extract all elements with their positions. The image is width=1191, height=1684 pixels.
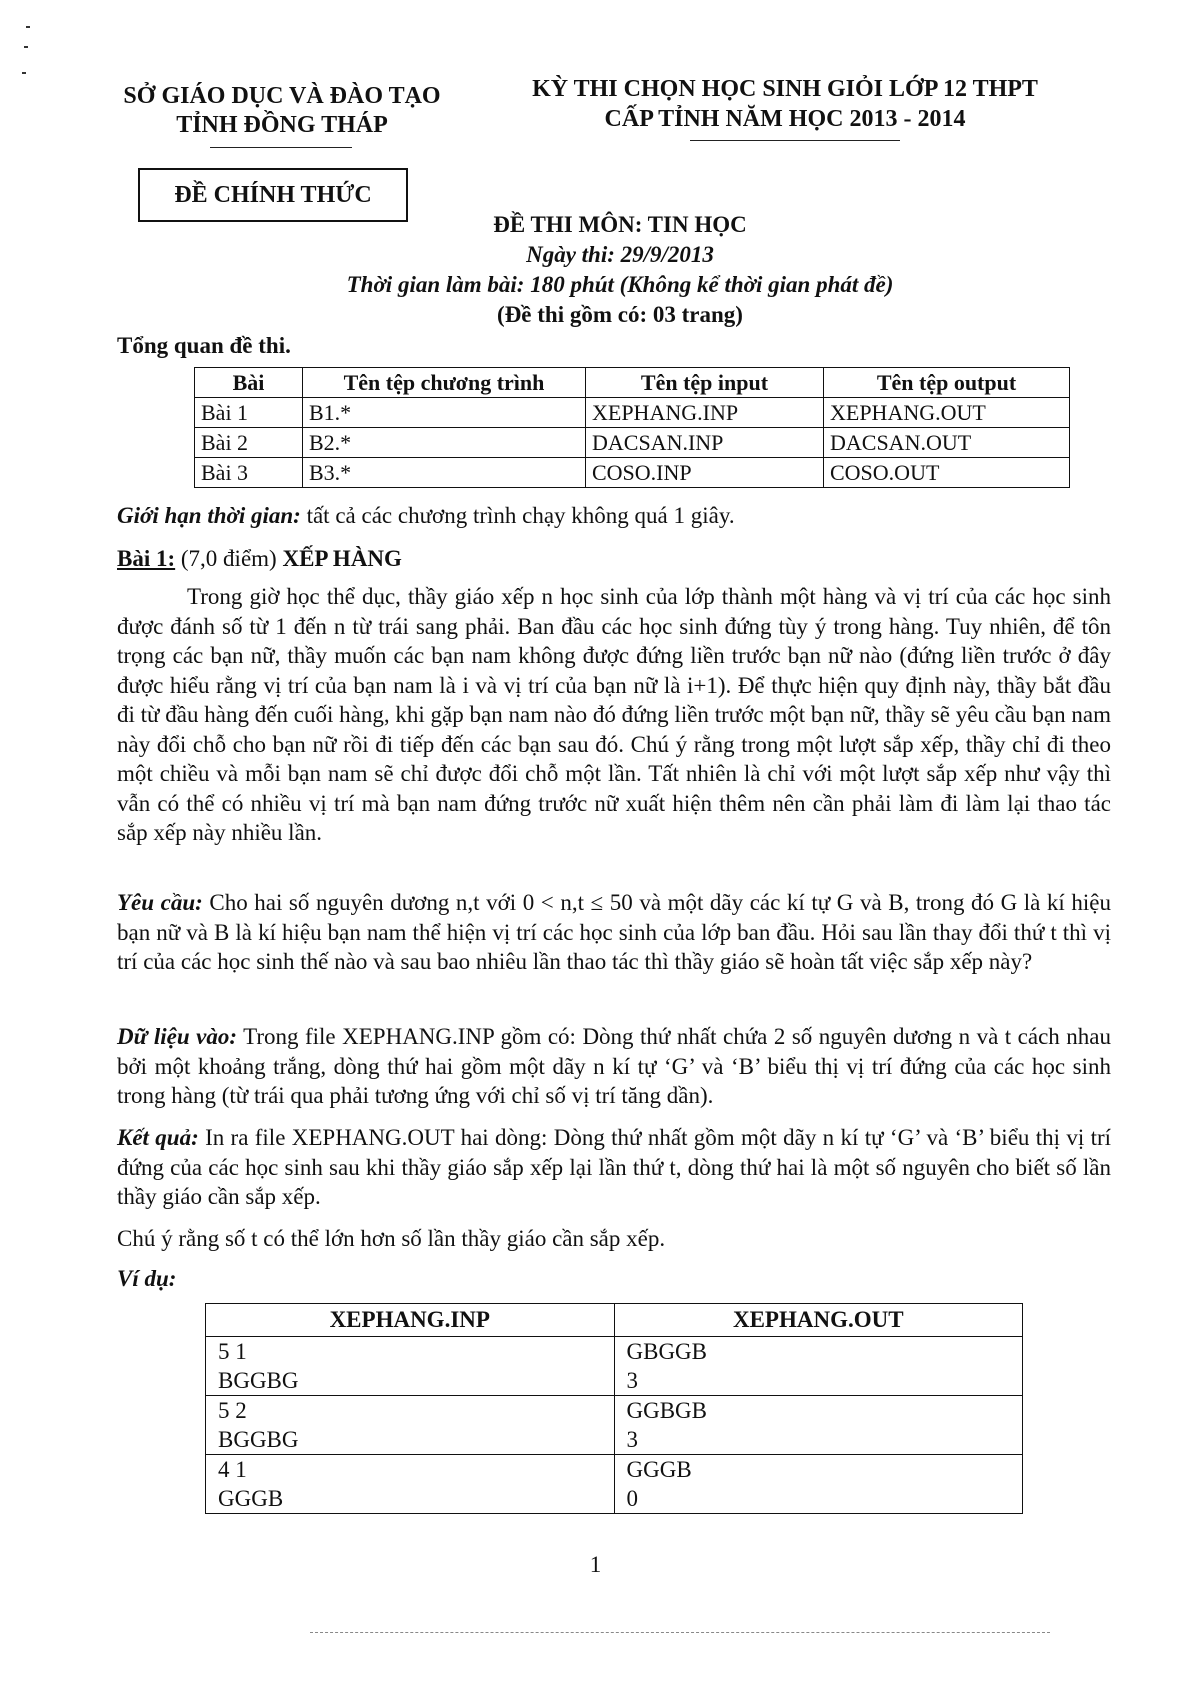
example-output-line: 3 xyxy=(626,1427,638,1452)
table-cell: DACSAN.OUT xyxy=(824,428,1070,458)
example-output-line: GGBGB xyxy=(626,1398,708,1423)
example-input-line: 5 1 xyxy=(218,1339,247,1364)
overview-table xyxy=(194,367,1070,488)
time-limit-text: tất cả các chương trình chạy không quá 1 giây. xyxy=(300,503,735,528)
example-output-cell xyxy=(614,1337,1023,1396)
problem1-output xyxy=(117,1123,1111,1212)
scan-mark xyxy=(24,46,28,48)
column-header: Tên tệp output xyxy=(824,368,1070,398)
example-input-line: 5 2 xyxy=(218,1398,247,1423)
official-exam-box: ĐỀ CHÍNH THỨC xyxy=(138,168,408,222)
column-header: Bài xyxy=(195,368,303,398)
department-name: SỞ GIÁO DỤC VÀ ĐÀO TẠO xyxy=(123,83,441,109)
example-input-line: BGGBG xyxy=(218,1427,299,1452)
example-output-cell xyxy=(614,1396,1023,1455)
page-number: 1 xyxy=(589,1552,602,1577)
table-cell: Bài 2 xyxy=(195,428,303,458)
table-cell: Bài 3 xyxy=(195,458,303,488)
time-limit xyxy=(117,501,1111,531)
example-input-line: BGGBG xyxy=(218,1368,299,1393)
output-label: Kết quả: xyxy=(117,1125,199,1150)
department-header xyxy=(96,82,468,140)
scan-mark xyxy=(22,72,26,74)
problem-number: Bài 1: xyxy=(117,546,176,571)
province-name: TỈNH ĐỒNG THÁP xyxy=(176,112,388,138)
footer-divider xyxy=(310,1632,1050,1633)
table-row xyxy=(195,428,1070,458)
exam-header xyxy=(505,74,1065,134)
example-output-line: GGGB xyxy=(626,1457,692,1482)
table-row xyxy=(206,1455,1023,1514)
overview-title: Tổng quan đề thi. xyxy=(117,333,291,358)
exam-subject: ĐỀ THI MÔN: TIN HỌC xyxy=(493,212,747,237)
example-output-cell xyxy=(614,1455,1023,1514)
output-text: In ra file XEPHANG.OUT hai dòng: Dòng thứ nhất gồm một dãy n kí tự ‘G’ và ‘B’ biểu thị vị trí đứng của các học sinh sau khi thầy giáo sắp xếp lại lần thứ t, dòng thứ hai là một số nguyên cho biết số lần thầy giáo cần sắp xếp. xyxy=(117,1125,1112,1209)
scan-mark xyxy=(26,26,30,28)
example-output-line: 3 xyxy=(626,1368,638,1393)
input-text: Trong file XEPHANG.INP gồm có: Dòng thứ nhất chứa 2 số nguyên dương n và t cách nhau bởi một khoảng trắng, dòng thứ hai gồm một dãy n kí tự ‘G’ và ‘B’ biểu thị vị trí đứng của các học sinh trong hàng (từ trái qua phải tương ứng với chỉ số vị trí tăng dần). xyxy=(117,1024,1111,1108)
exam-date: Ngày thi: 29/9/2013 xyxy=(526,242,714,267)
column-header: Tên tệp chương trình xyxy=(303,368,586,398)
table-cell: DACSAN.INP xyxy=(586,428,824,458)
table-header-row xyxy=(206,1304,1023,1337)
example-output-line: GBGGB xyxy=(626,1339,708,1364)
table-row xyxy=(206,1396,1023,1455)
table-cell: XEPHANG.OUT xyxy=(824,398,1070,428)
column-header: Tên tệp input xyxy=(586,368,824,398)
example-input-line: 4 1 xyxy=(218,1457,247,1482)
example-input-cell xyxy=(206,1455,615,1514)
department-underline xyxy=(210,147,352,148)
problem-title: XẾP HÀNG xyxy=(282,546,402,571)
example-input-cell xyxy=(206,1337,615,1396)
problem1-input xyxy=(117,1022,1111,1111)
table-cell: XEPHANG.INP xyxy=(586,398,824,428)
example-table xyxy=(205,1303,1023,1514)
column-header: XEPHANG.INP xyxy=(206,1304,615,1337)
exam-name: KỲ THI CHỌN HỌC SINH GIỎI LỚP 12 THPT xyxy=(532,76,1038,102)
problem1-note: Chú ý rằng số t có thể lớn hơn số lần thầy giáo cần sắp xếp. xyxy=(117,1226,666,1251)
exam-level: CẤP TỈNH NĂM HỌC 2013 - 2014 xyxy=(604,106,966,132)
exam-underline xyxy=(690,140,900,141)
time-limit-label: Giới hạn thời gian: xyxy=(117,503,301,528)
table-row xyxy=(195,458,1070,488)
example-label-line xyxy=(117,1264,1111,1294)
example-label: Ví dụ: xyxy=(117,1266,177,1291)
requirement-text: Cho hai số nguyên dương n,t với 0 < n,t ≤ 50 và một dãy các kí tự G và B, trong đó G là kí hiệu bạn nữ và B là kí hiệu bạn nam thể hiện vị trí các học sinh của lớp ban đầu. Hỏi sau lần thay đổi thứ t thì vị trí của các học sinh thế nào và sau bao nhiêu lần thao tác thì thầy giáo sẽ hoàn tất việc sắp xếp này? xyxy=(117,890,1111,974)
exam-duration: Thời gian làm bài: 180 phút (Không kể thời gian phát đề) xyxy=(346,272,894,297)
example-input-cell xyxy=(206,1396,615,1455)
problem1-requirement xyxy=(117,888,1111,977)
problem1-description: Trong giờ học thể dục, thầy giáo xếp n học sinh của lớp thành một hàng và vị trí của các học sinh được đánh số từ 1 đến n từ trái sang phải. Ban đầu các học sinh đứng tùy ý trong hàng. Tuy nhiên, để tôn trọng các bạn nữ, thầy muốn các bạn nam không được đứng liền trước bạn nữ nào (đứng liền trước ở đây được hiểu rằng vị trí của bạn nam là i và vị trí của bạn nữ là i+1). Để thực hiện quy định này, thầy bắt đầu đi từ đầu hàng đến cuối hàng, khi gặp bạn nam nào đó đứng liền trước một bạn nữ, thầy sẽ yêu cầu bạn nam này đổi chỗ cho bạn nữ rồi đi tiếp đến các bạn sau đó. Chú ý rằng trong một lượt sắp xếp, thầy chỉ đi theo một chiều và mỗi bạn nam sẽ chỉ được đổi chỗ một lần. Tất nhiên là chỉ với một lượt sắp xếp như vậy thì vẫn có thể có nhiều vị trí mà bạn nam đứng trước nữ xuất hiện thêm nên cần phải làm đi làm lại thao tác sắp xếp này nhiều lần. xyxy=(117,584,1111,845)
table-cell: COSO.INP xyxy=(586,458,824,488)
input-label: Dữ liệu vào: xyxy=(117,1024,238,1049)
table-cell: B2.* xyxy=(303,428,586,458)
example-input-line: GGGB xyxy=(218,1486,284,1511)
table-row xyxy=(195,398,1070,428)
table-cell: Bài 1 xyxy=(195,398,303,428)
table-cell: B3.* xyxy=(303,458,586,488)
column-header: XEPHANG.OUT xyxy=(614,1304,1023,1337)
table-header-row xyxy=(195,368,1070,398)
example-output-line: 0 xyxy=(626,1486,638,1511)
requirement-label: Yêu cầu: xyxy=(117,890,203,915)
problem-points: (7,0 điểm) xyxy=(175,546,283,571)
exam-pages: (Đề thi gồm có: 03 trang) xyxy=(497,302,743,327)
table-cell: B1.* xyxy=(303,398,586,428)
exam-info xyxy=(250,210,990,330)
table-row xyxy=(206,1337,1023,1396)
problem1-heading xyxy=(117,544,1111,574)
table-cell: COSO.OUT xyxy=(824,458,1070,488)
